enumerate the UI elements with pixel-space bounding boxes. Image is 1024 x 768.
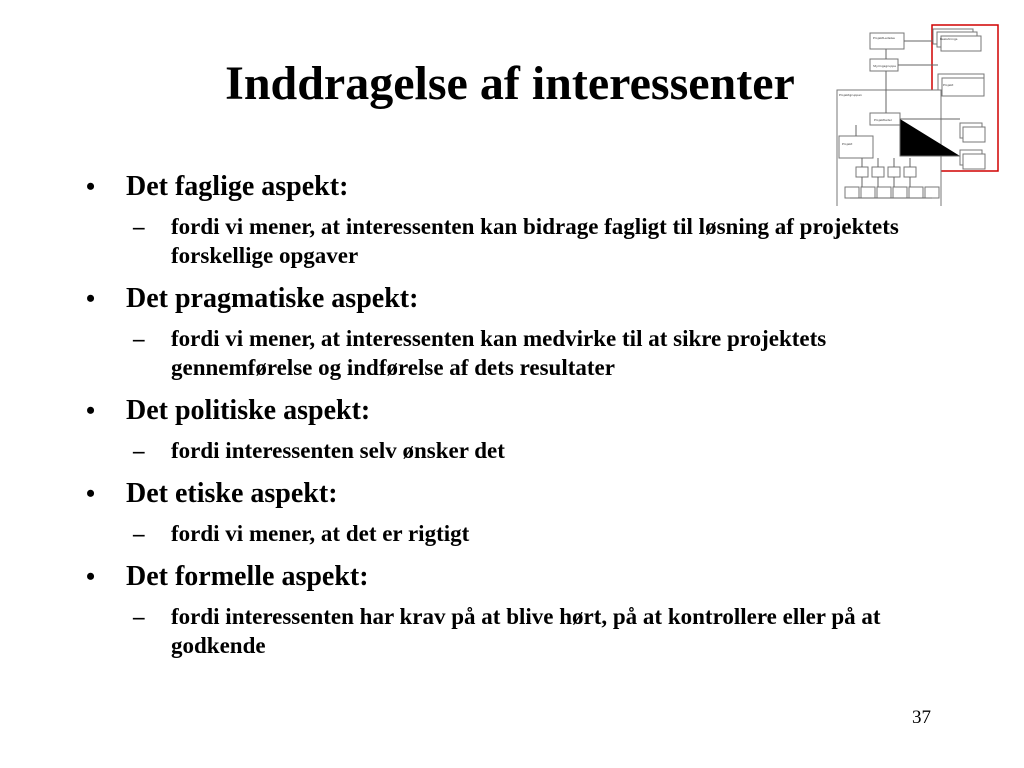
list-spacing: [86, 548, 936, 560]
svg-text:Projekt: Projekt: [943, 83, 954, 87]
aspect-heading: [86, 282, 936, 316]
detail-dash: –: [133, 214, 145, 239]
list-item-pragmatiske: [86, 282, 936, 382]
aspect-heading: [86, 170, 936, 204]
aspect-heading-text: Det faglige aspekt:: [126, 171, 349, 202]
aspect-heading: [86, 560, 936, 594]
list-spacing: [86, 270, 936, 282]
aspect-detail: [133, 436, 936, 465]
aspect-detail: [133, 212, 936, 270]
aspect-heading-text: Det politiske aspekt:: [126, 395, 371, 426]
page-number: 37: [912, 707, 931, 728]
list-item-formelle: [86, 560, 936, 660]
bullet-dot: •: [86, 284, 96, 313]
list-item-faglige: [86, 170, 936, 270]
detail-dash: –: [133, 521, 145, 546]
bullet-dot: •: [86, 479, 96, 508]
aspect-detail-text: fordi vi mener, at interessenten kan bidrage fagligt til løsning af projektets forskellige opgaver: [171, 214, 899, 268]
aspect-detail-text: fordi vi mener, at det er rigtigt: [171, 521, 470, 546]
aspect-heading-text: Det formelle aspekt:: [126, 561, 369, 592]
detail-dash: –: [133, 326, 145, 351]
aspect-heading: [86, 477, 936, 511]
svg-text:Projekt: Projekt: [842, 142, 853, 146]
svg-text:Projektleder: Projektleder: [874, 118, 893, 122]
list-spacing: [86, 465, 936, 477]
list-item-politiske: [86, 394, 936, 465]
svg-text:Beslutnings: Beslutnings: [940, 37, 958, 41]
svg-text:Styringsgruppe: Styringsgruppe: [873, 64, 896, 68]
bullet-dot: •: [86, 396, 96, 425]
aspect-heading-text: Det pragmatiske aspekt:: [126, 283, 419, 314]
aspect-detail-text: fordi vi mener, at interessenten kan medvirke til at sikre projektets gennemførelse og indførelse af dets resultater: [171, 326, 827, 380]
bullet-dot: •: [86, 562, 96, 591]
aspect-heading-text: Det etiske aspekt:: [126, 478, 338, 509]
detail-dash: –: [133, 438, 145, 463]
detail-dash: –: [133, 604, 145, 629]
aspect-detail-text: fordi interessenten har krav på at blive hørt, på at kontrollere eller på at godkende: [171, 604, 881, 658]
bullet-dot: •: [86, 172, 96, 201]
aspect-heading: [86, 394, 936, 428]
stakeholder-aspect-list: [86, 170, 936, 660]
aspect-detail: [133, 519, 936, 548]
svg-text:ProjektLedelse: ProjektLedelse: [873, 36, 895, 40]
list-spacing: [86, 382, 936, 394]
aspect-detail-text: fordi interessenten selv ønsker det: [171, 438, 505, 463]
aspect-detail: [133, 602, 936, 660]
slide-title: Inddragelse af interessenter: [225, 57, 795, 110]
svg-text:Projektgruppen: Projektgruppen: [839, 93, 862, 97]
aspect-detail: [133, 324, 936, 382]
list-item-etiske: [86, 477, 936, 548]
